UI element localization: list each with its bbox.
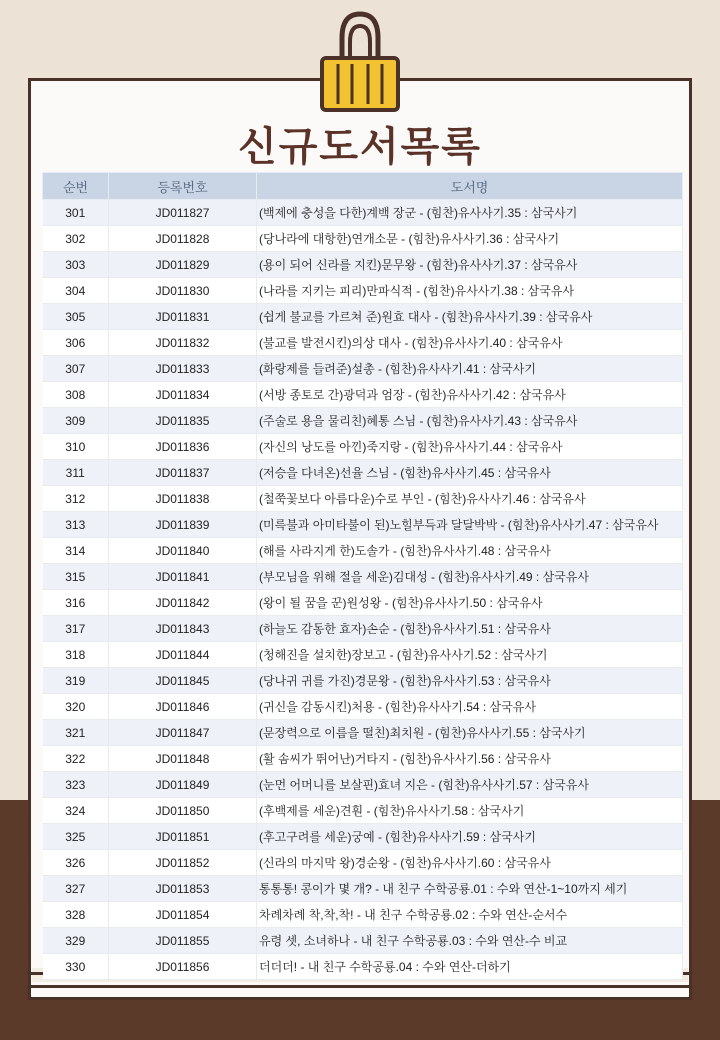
table-row [43,824,683,850]
column-header-title: 도서명 [257,173,683,200]
cell-title: (불교를 발전시킨)의상 대사 - (힘찬)유사사기.40 : 삼국유사 [257,330,683,356]
cell-title: (부모님을 위해 절을 세운)김대성 - (힘찬)유사사기.49 : 삼국유사 [257,564,683,590]
cell-registration: JD011827 [109,200,257,226]
cell-number: 323 [43,772,109,798]
cell-registration: JD011828 [109,226,257,252]
table-row [43,408,683,434]
cell-title: (서방 종토로 간)광덕과 엄장 - (힘찬)유사사기.42 : 삼국유사 [257,382,683,408]
cell-title: 차례차례 착,착,착! - 내 친구 수학공룡.02 : 수와 연산-순서수 [257,902,683,928]
cell-title: (해를 사라지게 한)도솔가 - (힘찬)유사사기.48 : 삼국유사 [257,538,683,564]
cell-registration: JD011854 [109,902,257,928]
cell-registration: JD011847 [109,720,257,746]
cell-registration: JD011829 [109,252,257,278]
cell-title: (청해진을 설치한)장보고 - (힘찬)유사사기.52 : 삼국사기 [257,642,683,668]
cell-number: 329 [43,928,109,954]
cell-number: 313 [43,512,109,538]
cell-registration: JD011846 [109,694,257,720]
cell-registration: JD011840 [109,538,257,564]
cell-registration: JD011834 [109,382,257,408]
table-row [43,616,683,642]
table-row [43,564,683,590]
cell-registration: JD011852 [109,850,257,876]
cell-title: (후고구려를 세운)궁예 - (힘찬)유사사기.59 : 삼국사기 [257,824,683,850]
cell-number: 319 [43,668,109,694]
cell-number: 320 [43,694,109,720]
table-header-row [43,173,683,200]
cell-number: 307 [43,356,109,382]
cell-registration: JD011830 [109,278,257,304]
cell-number: 312 [43,486,109,512]
cell-number: 318 [43,642,109,668]
cell-registration: JD011853 [109,876,257,902]
cell-title: (쉽게 불교를 가르쳐 준)원효 대사 - (힘찬)유사사기.39 : 삼국유사 [257,304,683,330]
cell-number: 322 [43,746,109,772]
cell-number: 303 [43,252,109,278]
cell-number: 321 [43,720,109,746]
cell-registration: JD011851 [109,824,257,850]
cell-title: (나라를 지키는 피리)만파식적 - (힘찬)유사사기.38 : 삼국유사 [257,278,683,304]
table-row [43,694,683,720]
cell-title: (주술로 용을 물리친)혜통 스님 - (힘찬)유사사기.43 : 삼국유사 [257,408,683,434]
cell-title: (신라의 마지막 왕)경순왕 - (힘찬)유사사기.60 : 삼국유사 [257,850,683,876]
table-row [43,252,683,278]
column-header-registration: 등록번호 [109,173,257,200]
cell-registration: JD011843 [109,616,257,642]
cell-title: (저승을 다녀온)선율 스님 - (힘찬)유사사기.45 : 삼국유사 [257,460,683,486]
cell-title: (당나라에 대항한)연개소문 - (힘찬)유사사기.36 : 삼국사기 [257,226,683,252]
cell-registration: JD011845 [109,668,257,694]
cell-number: 328 [43,902,109,928]
cell-number: 324 [43,798,109,824]
cell-registration: JD011844 [109,642,257,668]
table-row [43,226,683,252]
cell-registration: JD011836 [109,434,257,460]
table-row [43,382,683,408]
cell-number: 306 [43,330,109,356]
table-row [43,746,683,772]
cell-title: (당나귀 귀를 가진)경문왕 - (힘찬)유사사기.53 : 삼국유사 [257,668,683,694]
table-row [43,876,683,902]
cell-title: 더더더! - 내 친구 수학공룡.04 : 수와 연산-더하기 [257,954,683,980]
cell-number: 304 [43,278,109,304]
table-row [43,304,683,330]
column-header-number: 순번 [43,173,109,200]
cell-registration: JD011850 [109,798,257,824]
cell-number: 314 [43,538,109,564]
cell-number: 316 [43,590,109,616]
table-row [43,538,683,564]
page-title: 신규도서목록 [238,125,482,169]
table-row [43,954,683,980]
cell-registration: JD011842 [109,590,257,616]
table-row [43,772,683,798]
table-row [43,668,683,694]
cell-title: (후백제를 세운)견훤 - (힘찬)유사사기.58 : 삼국사기 [257,798,683,824]
cell-number: 301 [43,200,109,226]
cell-registration: JD011835 [109,408,257,434]
table-row [43,642,683,668]
table-row [43,512,683,538]
table-row [43,278,683,304]
table-row [43,590,683,616]
table-row [43,902,683,928]
table-row [43,850,683,876]
cell-title: (용이 되어 신라를 지킨)문무왕 - (힘찬)유사사기.37 : 삼국유사 [257,252,683,278]
book-list-table [42,172,683,980]
cell-title: (백제에 충성을 다한)계백 장군 - (힘찬)유사사기.35 : 삼국사기 [257,200,683,226]
cell-registration: JD011832 [109,330,257,356]
cell-number: 311 [43,460,109,486]
cell-number: 326 [43,850,109,876]
table-row [43,434,683,460]
board-divider [28,985,692,988]
cell-title: (눈먼 어머니를 보살핀)효녀 지은 - (힘찬)유사사기.57 : 삼국유사 [257,772,683,798]
cell-number: 310 [43,434,109,460]
cell-title: (귀신을 감동시킨)처용 - (힘찬)유사사기.54 : 삼국유사 [257,694,683,720]
table-row [43,720,683,746]
cell-title: (왕이 될 꿈을 꾼)원성왕 - (힘찬)유사사기.50 : 삼국유사 [257,590,683,616]
cell-number: 308 [43,382,109,408]
cell-title: (철쭉꽃보다 아름다운)수로 부인 - (힘찬)유사사기.46 : 삼국유사 [257,486,683,512]
cell-title: (활 솜씨가 뛰어난)거타지 - (힘찬)유사사기.56 : 삼국유사 [257,746,683,772]
cell-registration: JD011841 [109,564,257,590]
cell-registration: JD011833 [109,356,257,382]
cell-registration: JD011855 [109,928,257,954]
cell-title: (미륵불과 아미타불이 된)노힐부득과 달달박박 - (힘찬)유사사기.47 : 삼국유사 [257,512,683,538]
cell-number: 302 [43,226,109,252]
cell-number: 317 [43,616,109,642]
cell-number: 315 [43,564,109,590]
cell-number: 330 [43,954,109,980]
table-row [43,356,683,382]
table-row [43,486,683,512]
cell-registration: JD011849 [109,772,257,798]
cell-number: 325 [43,824,109,850]
cell-registration: JD011856 [109,954,257,980]
cell-title: 유령 셋, 소녀하나 - 내 친구 수학공룡.03 : 수와 연산-수 비교 [257,928,683,954]
table-row [43,460,683,486]
cell-number: 309 [43,408,109,434]
cell-title: (문장력으로 이름을 떨친)최치원 - (힘찬)유사사기.55 : 삼국사기 [257,720,683,746]
table-row [43,330,683,356]
cell-registration: JD011838 [109,486,257,512]
cell-title: 통통통! 콩이가 몇 개? - 내 친구 수학공룡.01 : 수와 연산-1~10까지 세기 [257,876,683,902]
cell-number: 305 [43,304,109,330]
cell-title: (하늘도 감동한 효자)손순 - (힘찬)유사사기.51 : 삼국유사 [257,616,683,642]
cell-registration: JD011831 [109,304,257,330]
table-row [43,798,683,824]
cell-registration: JD011839 [109,512,257,538]
table-row [43,928,683,954]
binder-clip-icon [312,8,408,116]
cell-title: (화랑제를 들려준)설총 - (힘찬)유사사기.41 : 삼국사기 [257,356,683,382]
cell-title: (자신의 낭도를 아낀)죽지랑 - (힘찬)유사사기.44 : 삼국유사 [257,434,683,460]
cell-registration: JD011848 [109,746,257,772]
table-row [43,200,683,226]
cell-registration: JD011837 [109,460,257,486]
cell-number: 327 [43,876,109,902]
